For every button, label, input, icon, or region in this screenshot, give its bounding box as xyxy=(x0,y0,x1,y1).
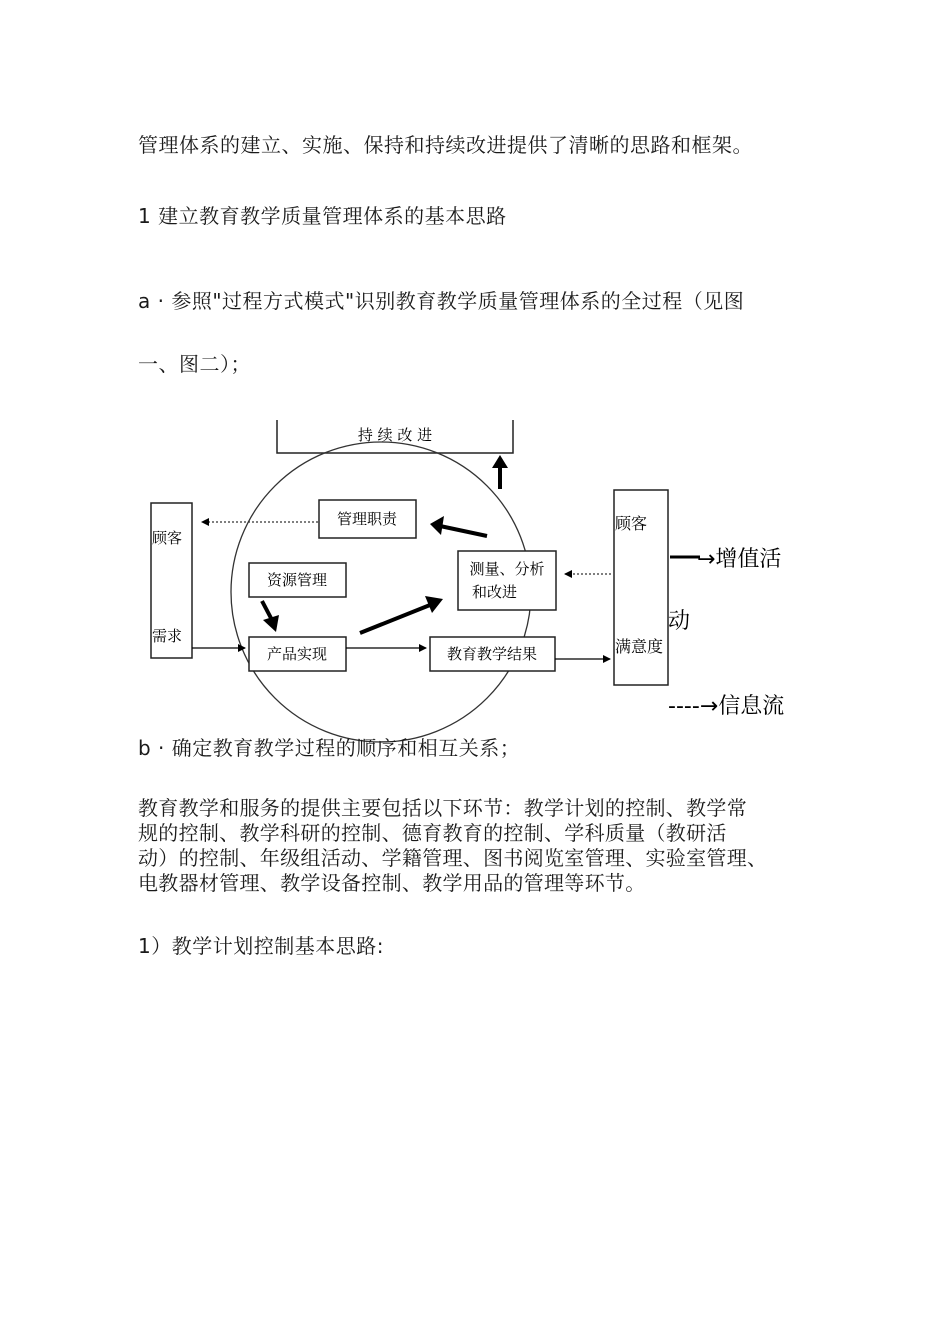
management-responsibility-label: 管理职责 xyxy=(336,510,398,528)
continuous-improvement-box xyxy=(277,420,513,453)
right-satisfaction-label: 满意度 xyxy=(615,637,664,656)
right-customer-label: 顾客 xyxy=(615,514,648,533)
heading-basic-ideas: 1 建立教育教学质量管理体系的基本思路 xyxy=(138,204,507,228)
paragraph-line-1: 教育教学和服务的提供主要包括以下环节：教学计划的控制、教学常 xyxy=(138,796,747,820)
legend-info-label: ----→信息流 xyxy=(668,694,785,719)
process-paragraph xyxy=(138,796,838,896)
right-customer-box xyxy=(614,490,668,685)
resource-management-label: 资源管理 xyxy=(266,571,328,589)
item-a-line-1: a · 参照"过程方式模式"识别教育教学质量管理体系的全过程（见图 xyxy=(138,289,745,313)
arrow-resource-to-product xyxy=(262,601,272,620)
arrow-product-to-measure xyxy=(360,605,430,633)
arrow-measure-to-management xyxy=(440,526,487,536)
item-a-line-2: 一、图二）； xyxy=(138,352,251,376)
left-customer-label: 顾客 xyxy=(152,529,183,547)
heading-teaching-plan: 1）教学计划控制基本思路: xyxy=(138,934,384,958)
education-result-label: 教育教学结果 xyxy=(446,645,538,663)
paragraph-line-2: 规的控制、教学科研的控制、德育教育的控制、学科质量（教研活 xyxy=(138,821,727,845)
text-line-intro: 管理体系的建立、实施、保持和持续改进提供了清晰的思路和框架。 xyxy=(138,133,753,157)
measurement-box xyxy=(458,551,556,610)
resource-management-box xyxy=(249,563,346,597)
measurement-label-1: 测量、分析 xyxy=(469,560,545,578)
paragraph-line-3: 动）的控制、年级组活动、学籍管理、图书阅览室管理、实验室管理、 xyxy=(138,846,768,870)
education-result-box xyxy=(430,637,555,671)
legend-value-label: →增值活 xyxy=(697,547,782,572)
left-requirement-label: 需求 xyxy=(152,627,183,645)
measurement-label-2: 和改进 xyxy=(472,583,518,601)
management-responsibility-box xyxy=(319,500,416,538)
item-b-line: b · 确定教育教学过程的顺序和相互关系； xyxy=(138,736,521,760)
product-realization-label: 产品实现 xyxy=(266,645,328,663)
left-customer-box xyxy=(151,503,192,658)
legend-value-label-2: 动 xyxy=(668,609,691,634)
continuous-improvement-label: 持 续 改 进 xyxy=(357,426,433,444)
paragraph-line-4: 电教器材管理、教学设备控制、教学用品的管理等环节。 xyxy=(138,871,646,895)
product-realization-box xyxy=(249,637,346,671)
